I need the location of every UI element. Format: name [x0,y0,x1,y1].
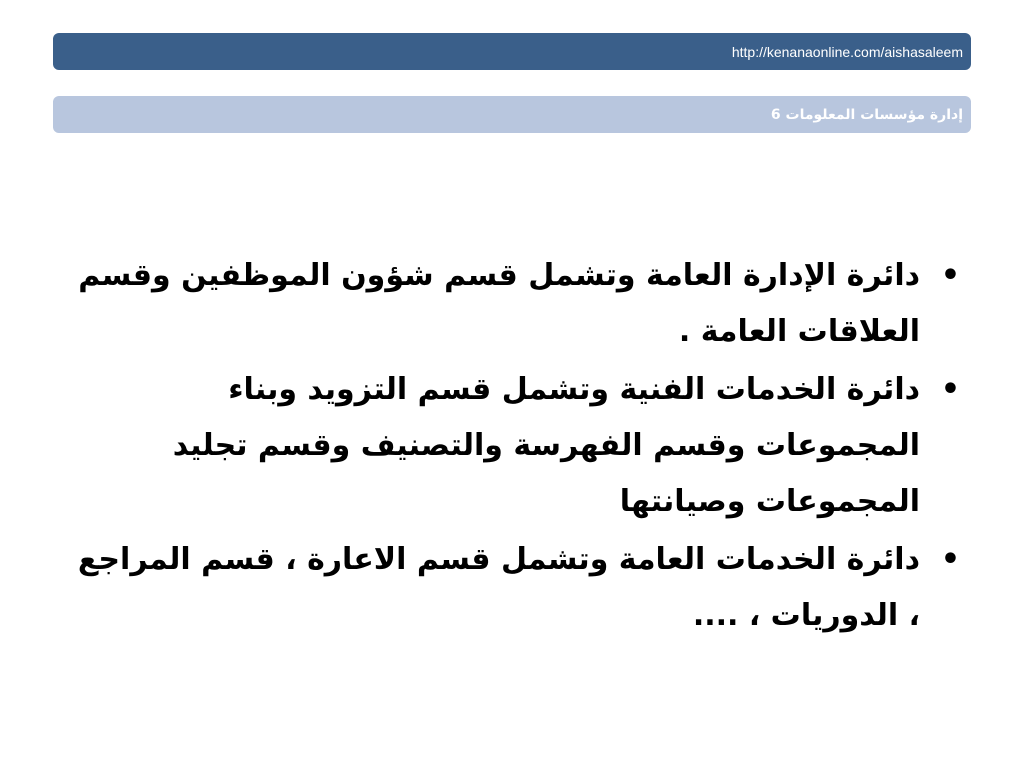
list-item [60,248,960,360]
bullet-text: دائرة الخدمات العامة وتشمل قسم الاعارة ، قسم المراجع ، الدوريات ، .... [77,542,920,633]
site-url: http://kenanaonline.com/aishasaleem [731,43,963,60]
url-header-bar [53,33,971,70]
list-item [60,362,960,530]
bullet-list [60,248,960,644]
bullet-text: دائرة الخدمات الفنية وتشمل قسم التزويد وبناء المجموعات وقسم الفهرسة والتصنيف وقسم تجليد المجموعات وصيانتها [172,372,920,519]
slide-title: إدارة مؤسسات المعلومات 6 [770,106,963,123]
bullet-icon: • [940,258,960,293]
list-item [60,532,960,644]
slide-title-bar [53,96,971,133]
bullet-icon: • [940,372,960,407]
bullet-icon: • [940,542,960,577]
slide-content [60,248,960,646]
bullet-text: دائرة الإدارة العامة وتشمل قسم شؤون الموظفين وقسم العلاقات العامة . [78,258,920,349]
